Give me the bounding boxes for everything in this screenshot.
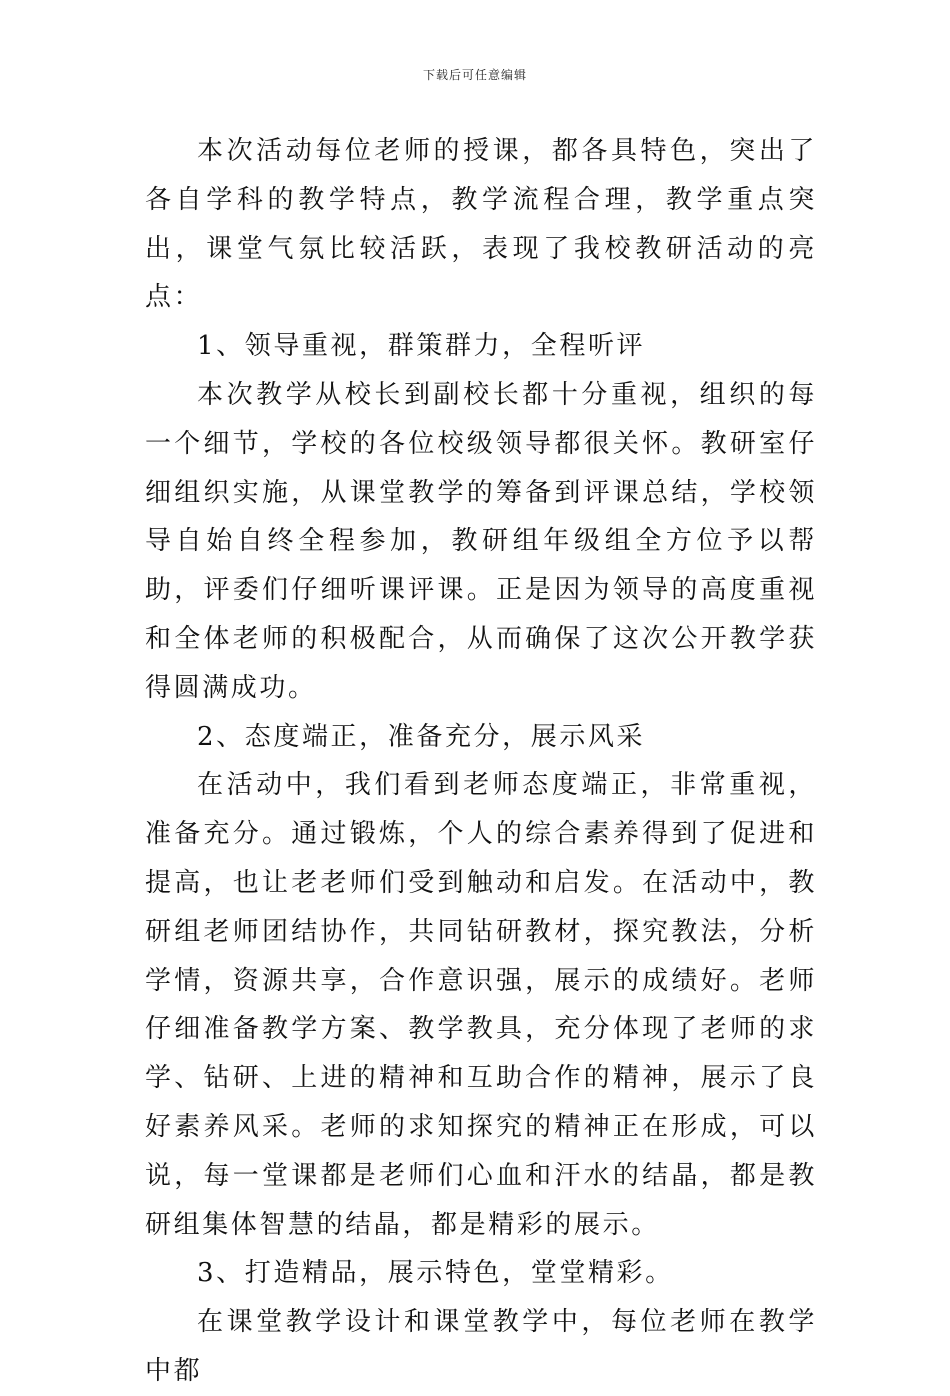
section-heading-1: 1、领导重视，群策群力，全程听评 [197,331,646,362]
section-heading-2: 2、态度端正，准备充分，展示风采 [197,721,646,752]
paragraph-section-2: 在活动中，我们看到老师态度端正，非常重视，准备充分。通过锻炼，个人的综合素养得到了促进和提高，也让老老师们受到触动和启发。在活动中，教研组老师团结协作，共同钻研教材，探究教法，分析学情，资源共享，合作意识强，展示的成绩好。老师仔细准备教学方案、教学教具，充分体现了老师的求学、钻研、上进的精神和互助合作的精神，展示了良好素养风采。老师的求知探究的精神正在形成，可以说，每一堂课都是老师们心血和汗水的结晶，都是教研组集体智慧的结晶，都是精彩的展示。 [145,770,817,1240]
paragraph-section-1: 本次教学从校长到副校长都十分重视，组织的每一个细节，学校的各位校级领导都很关怀。教研室仔细组织实施，从课堂教学的筹备到评课总结，学校领导自始自终全程参加，教研组年级组全方位予以帮助，评委们仔细听课评课。正是因为领导的高度重视和全体老师的积极配合，从而确保了这次公开教学获得圆满成功。 [145,379,817,703]
paragraph-intro: 本次活动每位老师的授课，都各具特色，突出了各自学科的教学特点，教学流程合理，教学重点突出，课堂气氛比较活跃，表现了我校教研活动的亮点： [145,136,817,313]
section-heading-3: 3、打造精品，展示特色，堂堂精彩。 [197,1258,674,1289]
paragraph-section-3: 在课堂教学设计和课堂教学中，每位老师在教学中都 [145,1307,817,1386]
page-header-note: 下载后可任意编辑 [422,68,527,82]
document-body [145,127,817,1396]
